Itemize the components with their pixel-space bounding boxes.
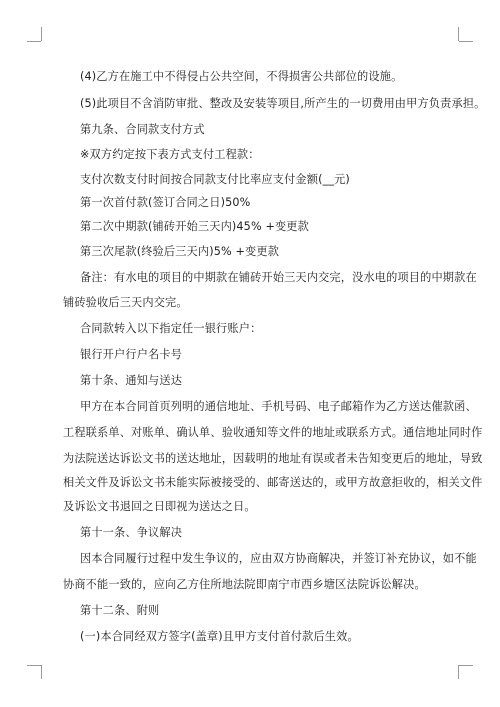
section-heading: 第十二条、附则 <box>80 604 160 617</box>
text-line: 第三次尾款(终验后三天内)5% +变更款 <box>80 245 280 258</box>
text-line: 银行开户行户名卡号 <box>80 348 183 361</box>
crop-mark-top-left-v <box>41 27 42 41</box>
text-line: 甲方在本合同首页列明的通信地址、手机号码、电子邮箱作为乙方送达催款函、 <box>80 400 477 413</box>
text-line: 铺砖验收后三天内交完。 <box>63 296 188 309</box>
text-line: 为法院送达诉讼文书的送达地址，因载明的地址有误或者未告知变更后的地址，导致 <box>63 452 483 465</box>
text-line: (4)乙方在施工中不得侵占公共空间，不得损害公共部位的设施。 <box>80 70 403 83</box>
text-line: 第二次中期款(铺砖开始三天内)45% +变更款 <box>80 220 309 233</box>
text-line: ※双方约定按下表方式支付工程款： <box>80 148 260 161</box>
text-line: 工程联系单、对账单、确认单、验收通知等文件的地址或联系方式。通信地址同时作 <box>63 426 483 439</box>
crop-mark-bottom-right-v <box>458 665 459 679</box>
text-line: 及诉讼文书退回之日即视为送达之日。 <box>63 500 256 513</box>
crop-mark-bottom-right-h <box>459 665 473 666</box>
text-line: 合同款转入以下指定任一银行账户： <box>80 322 262 335</box>
section-heading: 第十条、通知与送达 <box>80 374 183 387</box>
crop-mark-top-left-h <box>27 41 41 42</box>
text-line: 因本合同履行过程中发生争议的，应由双方协商解决，并签订补充协议，如不能 <box>80 552 477 565</box>
section-heading: 第十一条、争议解决 <box>80 526 183 539</box>
text-line: 备注：有水电的项目的中期款在铺砖开始三天内交完，没水电的项目的中期款在 <box>80 271 477 284</box>
text-line: (5)此项目不含消防审批、整改及安装等项目,所产生的一切费用由甲方负责承担。 <box>80 97 486 110</box>
crop-mark-top-right-v <box>458 27 459 41</box>
crop-mark-bottom-left-h <box>27 665 41 666</box>
crop-mark-top-right-h <box>459 41 473 42</box>
crop-mark-bottom-left-v <box>41 665 42 679</box>
text-line: 支付次数支付时间按合同款支付比率应支付金额(__元) <box>80 173 350 186</box>
text-line: (一)本合同经双方签字(盖章)且甲方支付首付款后生效。 <box>80 630 359 643</box>
text-line: 相关文件及诉讼文书未能实际被接受的、邮寄送达的，或甲方故意拒收的，相关文件 <box>63 476 483 489</box>
text-line: 第一次首付款(签订合同之日)50% <box>80 196 251 209</box>
text-line: 协商不能一致的，应向乙方住所地法院即南宁市西乡塘区法院诉讼解决。 <box>63 578 426 591</box>
section-heading: 第九条、合同款支付方式 <box>80 123 205 136</box>
